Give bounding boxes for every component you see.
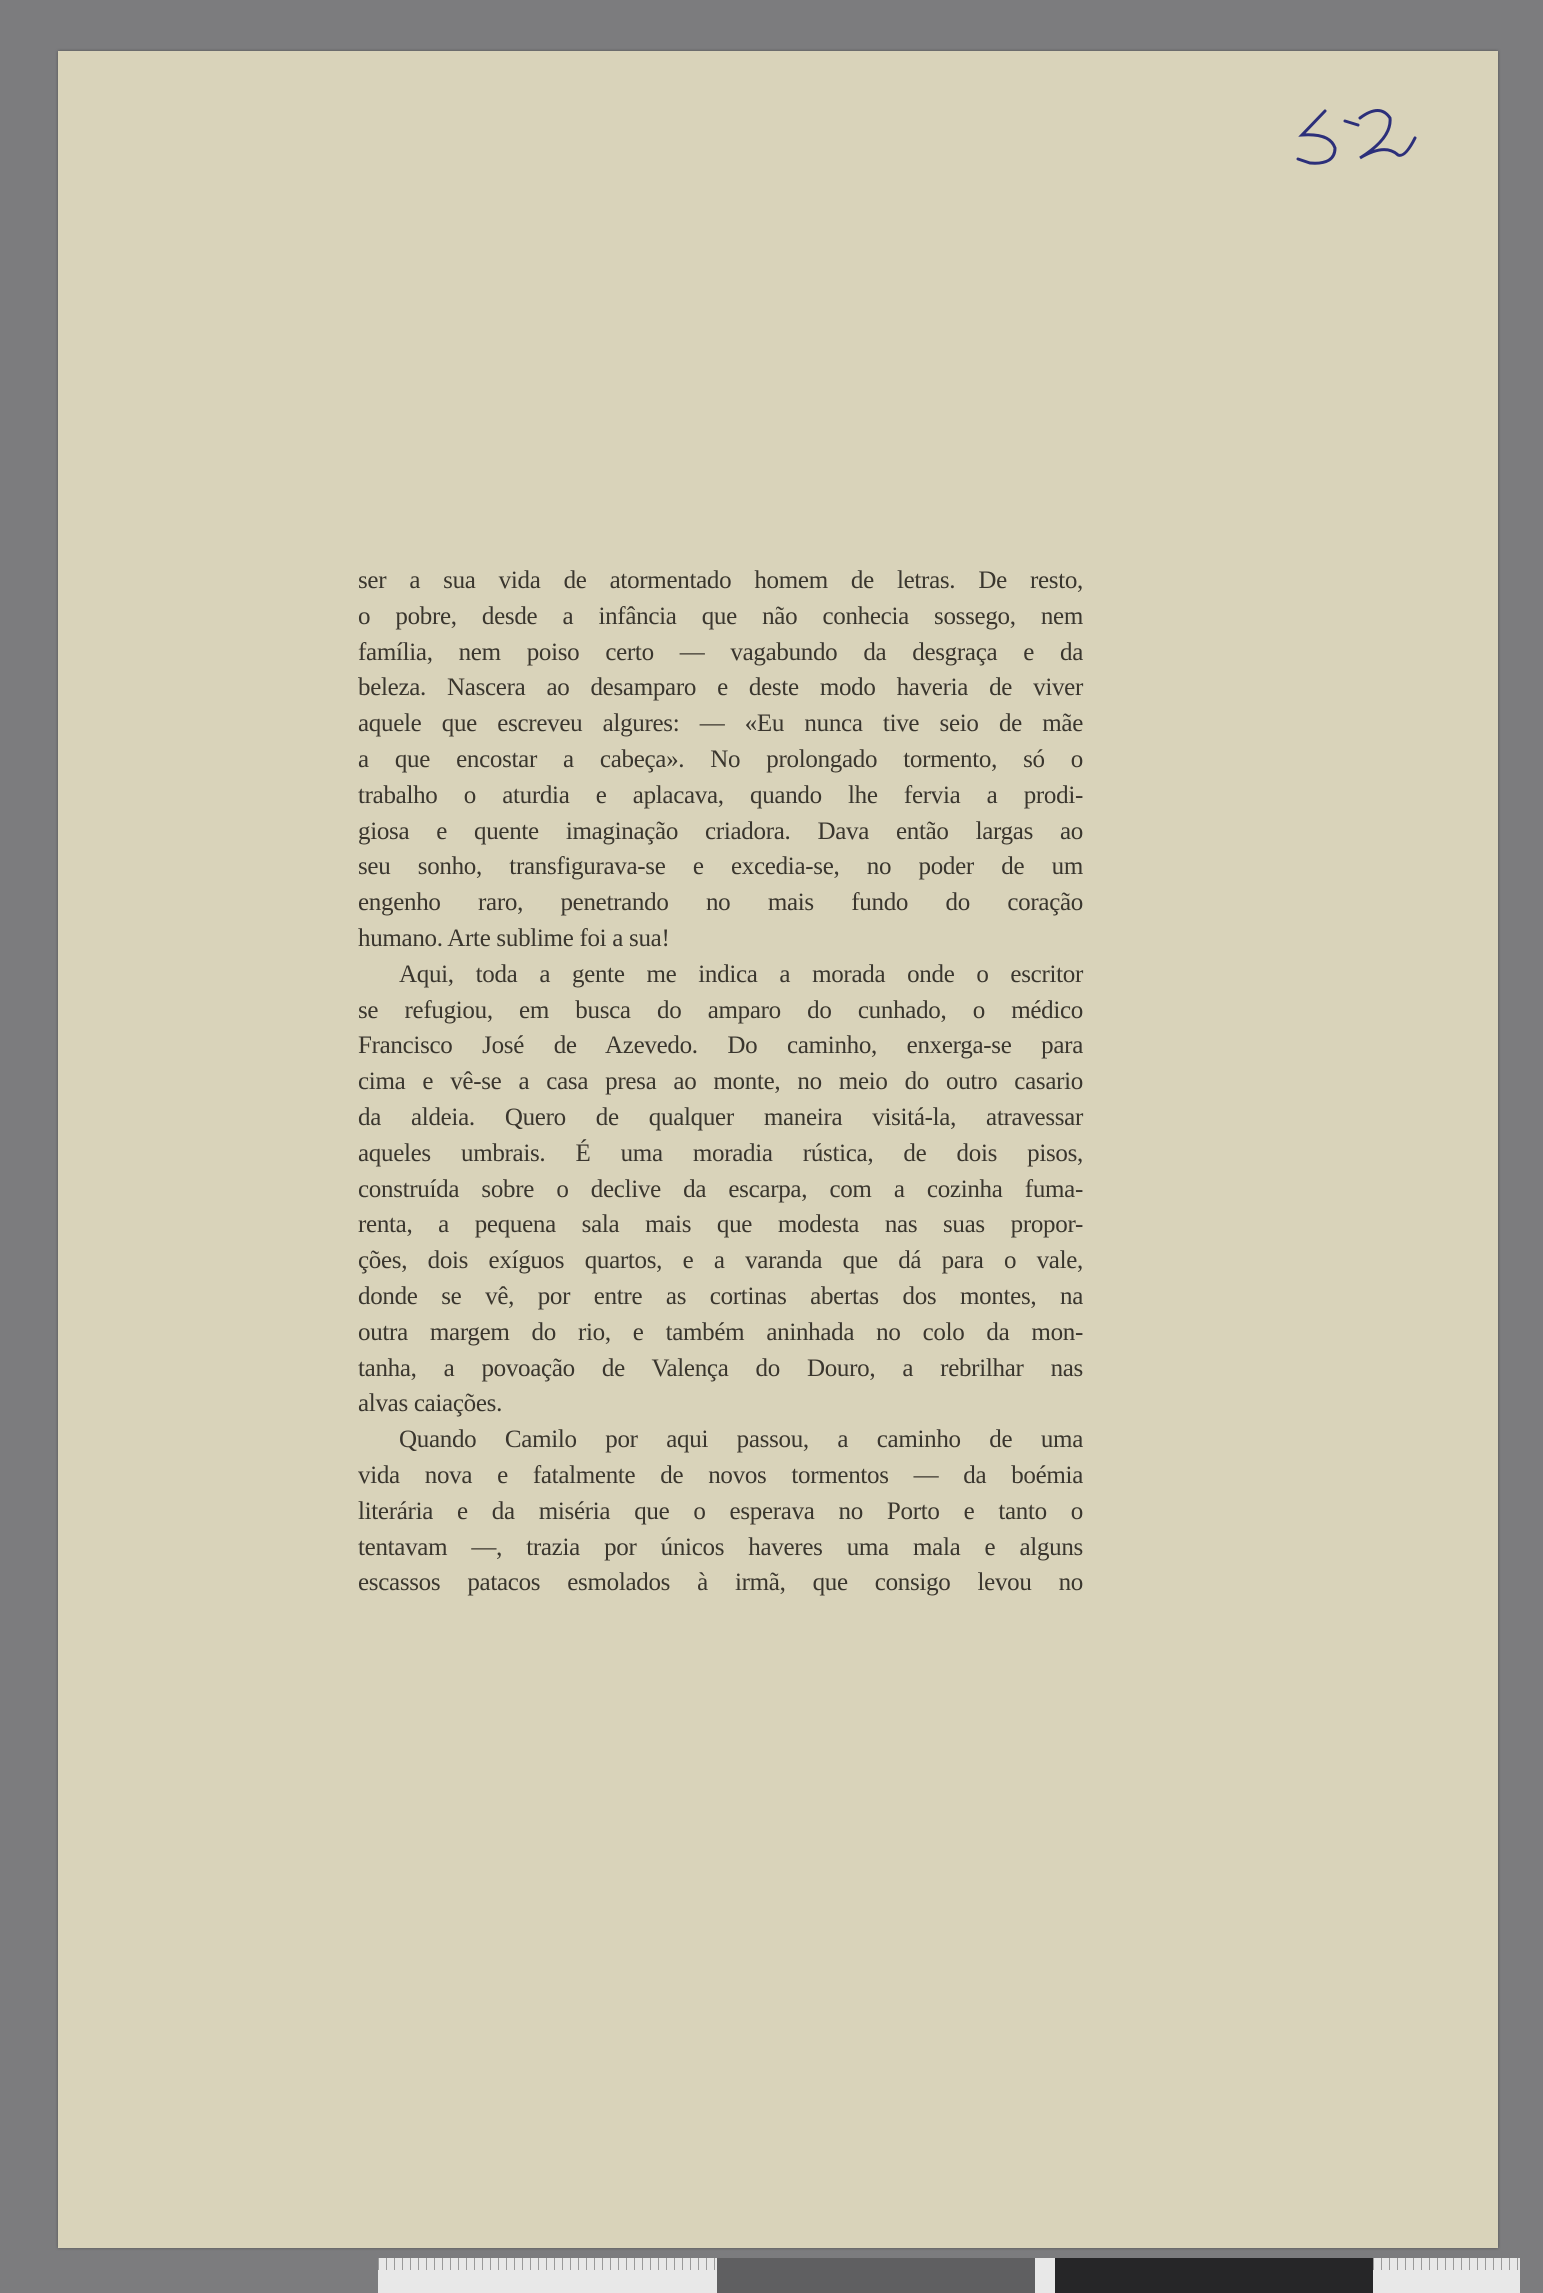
text-line: o pobre, desde a infância que não conhecia sossego, nem bbox=[358, 602, 1083, 630]
text-line: aquele que escreveu algures: — «Eu nunca tive seio de mãe bbox=[358, 710, 1083, 738]
text-line: se refugiou, em busca do amparo do cunhado, o médico bbox=[358, 996, 1083, 1024]
text-line: seu sonho, transfigurava-se e excedia-se, no poder de um bbox=[358, 853, 1083, 881]
text-line: construída sobre o declive da escarpa, com a cozinha fuma- bbox=[358, 1175, 1083, 1203]
text-line: Francisco José de Azevedo. Do caminho, enxerga-se para bbox=[358, 1032, 1083, 1060]
text-line: escassos patacos esmolados à irmã, que consigo levou no bbox=[358, 1569, 1083, 1597]
text-line: outra margem do rio, e também aninhada no colo da mon- bbox=[358, 1318, 1083, 1346]
color-scale-divider bbox=[1035, 2258, 1055, 2293]
text-line: giosa e quente imaginação criadora. Dava então largas ao bbox=[358, 817, 1083, 845]
text-line: trabalho o aturdia e aplacava, quando lhe fervia a prodi- bbox=[358, 781, 1083, 809]
text-line: cima e vê-se a casa presa ao monte, no meio do outro casario bbox=[358, 1068, 1083, 1096]
color-scale-black bbox=[1055, 2258, 1373, 2293]
text-line: ções, dois exíguos quartos, e a varanda que dá para o vale, bbox=[358, 1247, 1083, 1275]
text-line: renta, a pequena sala mais que modesta nas suas propor- bbox=[358, 1211, 1083, 1239]
text-line: humano. Arte sublime foi a sua! bbox=[358, 924, 670, 952]
text-line: da aldeia. Quero de qualquer maneira visitá-la, atravessar bbox=[358, 1103, 1083, 1131]
text-line: ser a sua vida de atormentado homem de letras. De resto, bbox=[358, 567, 1083, 594]
color-scale-gray bbox=[717, 2258, 1035, 2293]
color-scale-white bbox=[378, 2258, 717, 2293]
text-line: aqueles umbrais. É uma moradia rústica, de dois pisos, bbox=[358, 1139, 1083, 1167]
text-line: beleza. Nascera ao desamparo e deste modo haveria de viver bbox=[358, 674, 1083, 702]
text-line: a que encostar a cabeça». No prolongado tormento, só o bbox=[358, 745, 1083, 773]
text-line: família, nem poiso certo — vagabundo da desgraça e da bbox=[358, 638, 1083, 666]
text-line: Aqui, toda a gente me indica a morada onde o escritor bbox=[399, 960, 1083, 988]
body-text bbox=[358, 563, 1083, 1601]
text-line: tanha, a povoação de Valença do Douro, a rebrilhar nas bbox=[358, 1354, 1083, 1382]
text-line: tentavam —, trazia por únicos haveres uma mala e alguns bbox=[358, 1533, 1083, 1561]
ruler-end bbox=[1373, 2258, 1520, 2293]
text-line: vida nova e fatalmente de novos tormentos — da boémia bbox=[358, 1461, 1083, 1489]
text-line: literária e da miséria que o esperava no Porto e tanto o bbox=[358, 1497, 1083, 1525]
text-line: Quando Camilo por aqui passou, a caminho de uma bbox=[399, 1426, 1083, 1454]
text-line: engenho raro, penetrando no mais fundo do coração bbox=[358, 889, 1083, 917]
text-line: alvas caiações. bbox=[358, 1390, 503, 1418]
handwritten-folio-number bbox=[1290, 93, 1440, 173]
text-line: donde se vê, por entre as cortinas abertas dos montes, na bbox=[358, 1282, 1083, 1310]
